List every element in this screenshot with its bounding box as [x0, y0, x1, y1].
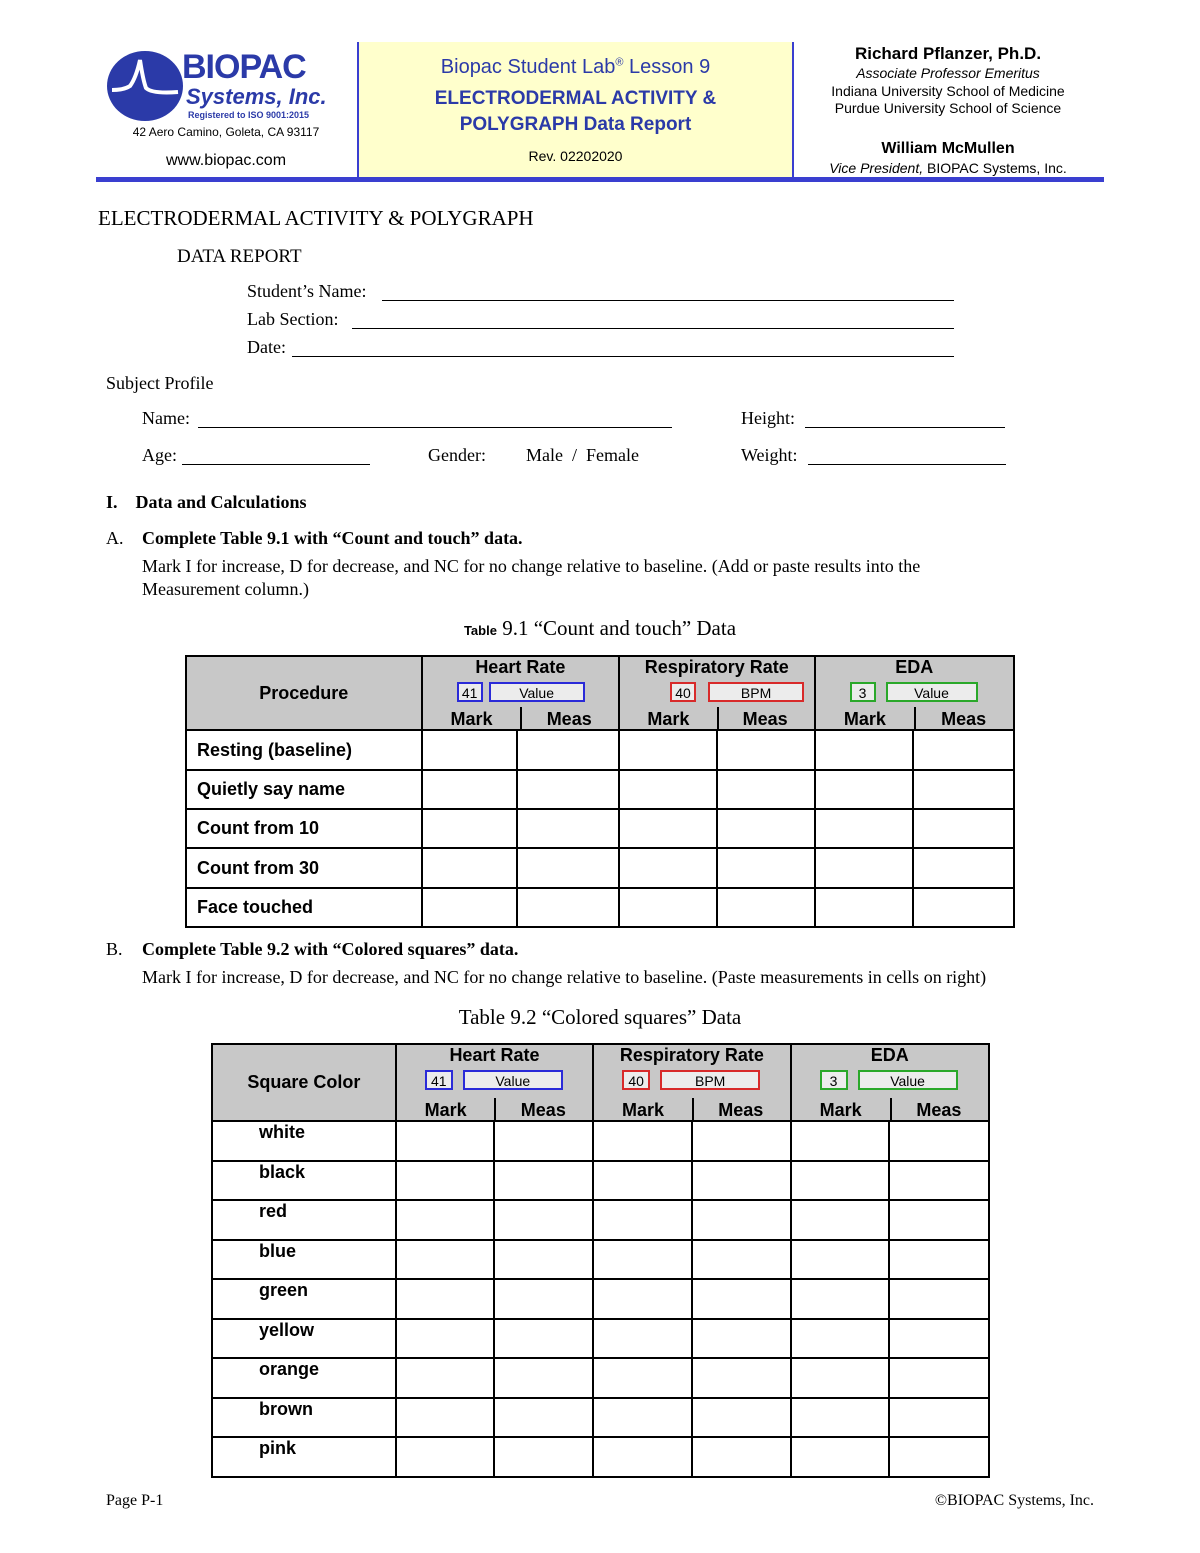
heart-rate-unit: Value — [489, 682, 585, 702]
part-a-text2: Measurement column.) — [142, 579, 309, 599]
part-b-title: Complete Table 9.2 with “Colored squares” data. — [142, 939, 519, 959]
table-row — [186, 730, 1014, 770]
data-cell[interactable] — [692, 1279, 791, 1319]
data-cell[interactable] — [517, 888, 619, 927]
respiratory-rate-channel: 40 — [622, 1070, 650, 1090]
data-cell[interactable] — [815, 770, 914, 809]
data-cell[interactable] — [889, 1398, 989, 1437]
data-cell[interactable] — [889, 1437, 989, 1477]
procedure-label: Count from 10 — [186, 809, 422, 848]
data-report-label: DATA REPORT — [177, 246, 302, 267]
data-cell[interactable] — [494, 1437, 593, 1477]
student-name-field[interactable] — [382, 283, 954, 301]
data-cell[interactable] — [619, 888, 717, 927]
heart-rate-channel: 41 — [457, 682, 483, 702]
data-cell[interactable] — [422, 888, 518, 927]
date-label: Date: — [247, 337, 286, 357]
report-title-line2: POLYGRAPH Data Report — [459, 114, 692, 135]
table-9-1 — [185, 655, 1015, 928]
data-cell[interactable] — [619, 848, 717, 888]
data-cell[interactable] — [815, 848, 914, 888]
respiratory-rate-channel: 40 — [670, 682, 696, 702]
square-color-label: yellow — [212, 1319, 396, 1358]
procedure-label: Face touched — [186, 888, 422, 927]
data-cell[interactable] — [791, 1240, 890, 1279]
data-cell[interactable] — [717, 770, 815, 809]
author1-title: Associate Professor Emeritus — [856, 65, 1040, 81]
heart-rate-unit: Value — [463, 1070, 563, 1090]
data-cell[interactable] — [517, 848, 619, 888]
data-cell[interactable] — [913, 770, 1014, 809]
data-cell[interactable] — [494, 1398, 593, 1437]
data-cell[interactable] — [717, 809, 815, 848]
header-divider — [520, 707, 522, 729]
meas-header: Meas — [941, 709, 987, 729]
square-color-label: orange — [212, 1358, 396, 1398]
biopac-logo — [106, 46, 336, 126]
name-label: Name: — [142, 408, 190, 428]
square-color-label: pink — [212, 1437, 396, 1477]
data-cell[interactable] — [593, 1200, 692, 1240]
table-row — [212, 1437, 989, 1477]
data-cell[interactable] — [692, 1437, 791, 1477]
author1-inst2: Purdue University School of Science — [834, 100, 1062, 116]
header-divider — [96, 177, 1104, 182]
date-field[interactable] — [292, 339, 954, 357]
data-cell[interactable] — [422, 770, 518, 809]
section-heading: I. Data and Calculations — [106, 492, 307, 512]
respiratory-rate-group — [619, 656, 814, 730]
logo-reg: Registered to ISO 9001:2015 — [188, 110, 310, 120]
part-a-letter: A. — [106, 528, 124, 548]
biopac-globe-icon — [106, 50, 184, 122]
heart-rate-group — [422, 656, 619, 730]
data-cell[interactable] — [889, 1121, 989, 1161]
author2-name: William McMullen — [881, 140, 1015, 157]
eda-title: EDA — [895, 657, 934, 677]
table-row — [186, 848, 1014, 888]
square-color-label: black — [212, 1161, 396, 1200]
mark-header: Mark — [819, 1100, 862, 1120]
heart-rate-group — [396, 1044, 593, 1121]
lab-section-field[interactable] — [352, 311, 954, 329]
data-cell[interactable] — [396, 1437, 495, 1477]
mark-header: Mark — [647, 709, 690, 729]
data-cell[interactable] — [791, 1279, 890, 1319]
logo-main: BIOPAC — [182, 48, 306, 86]
weight-field[interactable] — [808, 447, 1006, 465]
data-cell[interactable] — [717, 730, 815, 770]
doc-heading: ELECTRODERMAL ACTIVITY & POLYGRAPH — [98, 206, 534, 230]
mark-header: Mark — [843, 709, 886, 729]
square-color-label: blue — [212, 1240, 396, 1279]
table-row — [186, 888, 1014, 927]
table-row — [212, 1200, 989, 1240]
data-cell[interactable] — [692, 1240, 791, 1279]
footer-page: Page P-1 — [106, 1492, 164, 1509]
data-cell[interactable] — [692, 1319, 791, 1358]
data-cell[interactable] — [791, 1161, 890, 1200]
header-divider — [717, 707, 719, 729]
square-color-label: brown — [212, 1398, 396, 1437]
height-field[interactable] — [805, 410, 1005, 428]
data-cell[interactable] — [692, 1121, 791, 1161]
respiratory-rate-unit: BPM — [660, 1070, 760, 1090]
table-row — [186, 770, 1014, 809]
data-cell[interactable] — [619, 809, 717, 848]
eda-unit: Value — [858, 1070, 958, 1090]
part-b-text: Mark I for increase, D for decrease, and NC for no change relative to baseline. (Paste measurements in cells on right) — [142, 967, 987, 987]
revision: Rev. 02202020 — [528, 148, 623, 164]
data-cell[interactable] — [396, 1161, 495, 1200]
heart-rate-title: Heart Rate — [475, 657, 566, 677]
meas-header: Meas — [718, 1100, 764, 1120]
report-title-line1: ELECTRODERMAL ACTIVITY & — [434, 88, 717, 109]
student-name-row — [247, 281, 367, 302]
data-cell[interactable] — [494, 1161, 593, 1200]
data-cell[interactable] — [396, 1279, 495, 1319]
respiratory-rate-group — [593, 1044, 790, 1121]
header-divider — [494, 1098, 496, 1120]
data-cell[interactable] — [422, 809, 518, 848]
respiratory-rate-unit: BPM — [708, 682, 804, 702]
data-cell[interactable] — [517, 770, 619, 809]
data-cell[interactable] — [494, 1240, 593, 1279]
header-divider — [914, 707, 916, 729]
mark-header: Mark — [424, 1100, 467, 1120]
procedure-label: Resting (baseline) — [186, 730, 422, 770]
heart-rate-title: Heart Rate — [449, 1045, 540, 1065]
data-cell[interactable] — [791, 1437, 890, 1477]
table-row — [212, 1161, 989, 1200]
data-cell[interactable] — [494, 1358, 593, 1398]
data-cell[interactable] — [494, 1200, 593, 1240]
data-cell[interactable] — [913, 848, 1014, 888]
data-cell[interactable] — [593, 1161, 692, 1200]
address: 42 Aero Camino, Goleta, CA 93117 — [132, 125, 320, 139]
data-cell[interactable] — [593, 1358, 692, 1398]
eda-unit: Value — [886, 682, 978, 702]
data-cell[interactable] — [889, 1240, 989, 1279]
data-cell[interactable] — [396, 1319, 495, 1358]
data-cell[interactable] — [791, 1398, 890, 1437]
data-cell[interactable] — [517, 730, 619, 770]
table-row — [212, 1121, 989, 1161]
data-cell[interactable] — [422, 848, 518, 888]
report-title-box — [357, 42, 794, 177]
data-cell[interactable] — [396, 1240, 495, 1279]
mark-header: Mark — [450, 709, 493, 729]
data-cell[interactable] — [494, 1319, 593, 1358]
eda-title: EDA — [870, 1045, 909, 1065]
author1-name: Richard Pflanzer, Ph.D. — [854, 44, 1042, 63]
table-row — [212, 1398, 989, 1437]
square-color-label: red — [212, 1200, 396, 1240]
age-label: Age: — [142, 445, 177, 465]
procedure-label: Quietly say name — [186, 770, 422, 809]
table-row — [212, 1358, 989, 1398]
data-cell[interactable] — [889, 1319, 989, 1358]
eda-channel: 3 — [850, 682, 876, 702]
lab-section-label: Lab Section: — [247, 309, 339, 329]
data-cell[interactable] — [692, 1358, 791, 1398]
logo-sub: Systems, Inc. — [186, 84, 327, 109]
part-a-text1: Mark I for increase, D for decrease, and NC for no change relative to baseline. (Add or paste results into the — [142, 556, 921, 576]
respiratory-rate-title: Respiratory Rate — [619, 1045, 764, 1065]
header-divider — [692, 1098, 694, 1120]
data-cell[interactable] — [619, 730, 717, 770]
student-name-label: Student’s Name: — [247, 281, 367, 301]
data-cell[interactable] — [791, 1121, 890, 1161]
square-color-label: white — [212, 1121, 396, 1161]
author1-inst1: Indiana University School of Medicine — [831, 83, 1065, 99]
eda-channel: 3 — [820, 1070, 848, 1090]
footer-copyright: ©BIOPAC Systems, Inc. — [934, 1492, 1094, 1509]
data-cell[interactable] — [396, 1358, 495, 1398]
table-9-2 — [211, 1043, 990, 1478]
data-cell[interactable] — [913, 809, 1014, 848]
author2-title: Vice President, BIOPAC Systems, Inc. — [829, 160, 1067, 176]
data-cell[interactable] — [889, 1200, 989, 1240]
data-cell[interactable] — [815, 730, 914, 770]
table-row — [186, 809, 1014, 848]
data-cell[interactable] — [494, 1279, 593, 1319]
data-cell[interactable] — [791, 1200, 890, 1240]
series-title: Biopac Student Lab® Lesson 9 — [440, 56, 711, 78]
header-divider — [890, 1098, 892, 1120]
data-cell[interactable] — [913, 730, 1014, 770]
data-cell[interactable] — [619, 770, 717, 809]
data-cell[interactable] — [692, 1398, 791, 1437]
data-cell[interactable] — [593, 1279, 692, 1319]
data-cell[interactable] — [791, 1319, 890, 1358]
data-cell[interactable] — [889, 1161, 989, 1200]
procedure-label: Count from 30 — [186, 848, 422, 888]
subject-profile-label: Subject Profile — [106, 373, 214, 393]
part-b-letter: B. — [106, 939, 123, 959]
eda-group — [815, 656, 1015, 730]
data-cell[interactable] — [593, 1121, 692, 1161]
meas-header: Meas — [916, 1100, 962, 1120]
data-cell[interactable] — [494, 1121, 593, 1161]
gender-label: Gender: — [428, 445, 486, 465]
age-field[interactable] — [182, 447, 370, 465]
data-cell[interactable] — [396, 1121, 495, 1161]
weight-label: Weight: — [741, 445, 798, 465]
table-row — [212, 1279, 989, 1319]
height-label: Height: — [741, 408, 795, 428]
data-cell[interactable] — [593, 1319, 692, 1358]
gender-options[interactable]: Male / Female — [526, 445, 639, 465]
data-cell[interactable] — [396, 1200, 495, 1240]
website[interactable]: www.biopac.com — [165, 152, 287, 169]
table-row — [212, 1240, 989, 1279]
table2-caption: Table 9.2 “Colored squares” Data — [458, 1005, 742, 1029]
heart-rate-channel: 41 — [425, 1070, 453, 1090]
data-cell[interactable] — [422, 730, 518, 770]
data-cell[interactable] — [815, 809, 914, 848]
data-cell[interactable] — [913, 888, 1014, 927]
table1-caption: Table 9.1 “Count and touch” Data — [463, 616, 737, 640]
data-cell[interactable] — [791, 1358, 890, 1398]
data-cell[interactable] — [593, 1240, 692, 1279]
square-color-header: Square Color — [212, 1044, 396, 1121]
respiratory-rate-title: Respiratory Rate — [644, 657, 789, 677]
data-cell[interactable] — [517, 809, 619, 848]
data-cell[interactable] — [889, 1358, 989, 1398]
data-cell[interactable] — [717, 848, 815, 888]
data-cell[interactable] — [396, 1398, 495, 1437]
square-color-label: green — [212, 1279, 396, 1319]
part-a-title: Complete Table 9.1 with “Count and touch” data. — [142, 528, 523, 548]
data-cell[interactable] — [889, 1279, 989, 1319]
data-cell[interactable] — [692, 1161, 791, 1200]
meas-header: Meas — [520, 1100, 566, 1120]
table-row — [212, 1319, 989, 1358]
data-cell[interactable] — [815, 888, 914, 927]
data-cell[interactable] — [717, 888, 815, 927]
data-cell[interactable] — [593, 1398, 692, 1437]
meas-header: Meas — [546, 709, 592, 729]
subject-name-field[interactable] — [198, 410, 672, 428]
meas-header: Meas — [742, 709, 788, 729]
data-cell[interactable] — [593, 1437, 692, 1477]
mark-header: Mark — [622, 1100, 665, 1120]
procedure-header: Procedure — [186, 656, 422, 730]
eda-group — [791, 1044, 989, 1121]
data-cell[interactable] — [692, 1200, 791, 1240]
